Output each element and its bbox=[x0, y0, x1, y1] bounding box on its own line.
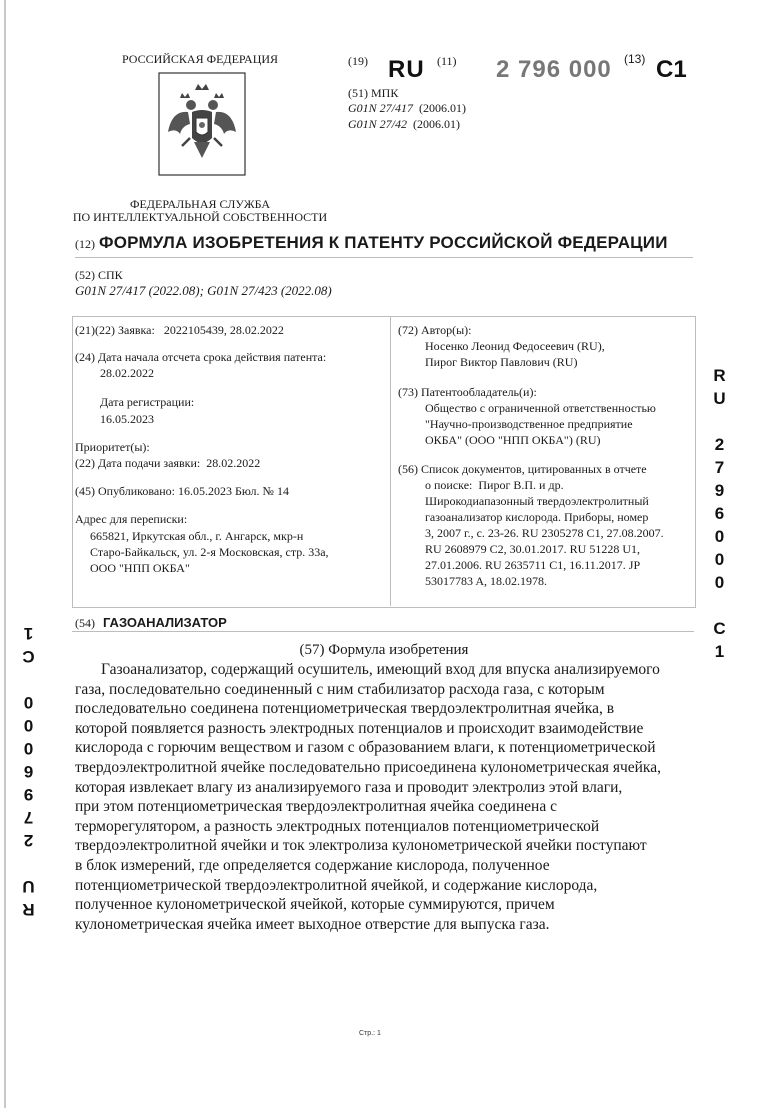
ref-line: Широкодиапазонный твердоэлектролитный bbox=[425, 494, 649, 508]
ref-line: 53017783 A, 18.02.1978. bbox=[425, 574, 548, 588]
invention-divider bbox=[72, 631, 694, 632]
refs-first-line bbox=[425, 478, 564, 492]
country-name: РОССИЙСКАЯ ФЕДЕРАЦИЯ bbox=[121, 52, 279, 66]
claims-line: полученное кулонометрической ячейкой, которые суммируются, причем bbox=[75, 896, 555, 914]
term-label: (24) Дата начала отсчета срока действия патента: bbox=[75, 350, 327, 364]
ipc-date: (2006.01) bbox=[413, 117, 461, 131]
claims-line: которой появляется разность электродных потенциалов и происходит взаимодействие bbox=[75, 719, 644, 737]
ref-line: RU 2608979 C2, 30.01.2017. RU 51228 U1, bbox=[425, 542, 641, 556]
address-line: 665821, Иркутская обл., г. Ангарск, мкр-н bbox=[90, 529, 304, 543]
invention-title bbox=[75, 614, 227, 632]
ref-line: 3, 2007 г., с. 23-26. RU 2305278 C1, 27.08.2007. bbox=[425, 526, 664, 540]
claims-body bbox=[75, 660, 715, 934]
filing-row bbox=[75, 456, 260, 470]
ref-line: Пирог В.П. и др. bbox=[478, 478, 564, 492]
filing-label: (22) Дата подачи заявки: bbox=[75, 456, 201, 470]
claims-heading: (57) Формула изобретения bbox=[299, 642, 469, 658]
page-edge-line bbox=[4, 0, 6, 1108]
doc-title bbox=[75, 233, 668, 253]
side-code-right: RU 2796000 C1 bbox=[710, 366, 729, 665]
owner-label: (73) Патентообладатель(и): bbox=[398, 385, 537, 399]
refs-label: (56) Список документов, цитированных в отчете bbox=[398, 462, 647, 476]
biblio-divider bbox=[390, 316, 391, 606]
claims-line: в блок измерений, где определяется содержание кислорода, полученное bbox=[75, 856, 550, 874]
page-number: Стр.: 1 bbox=[359, 1030, 381, 1037]
reg-value: 16.05.2023 bbox=[100, 412, 154, 426]
published-value: 16.05.2023 Бюл. № 14 bbox=[177, 484, 289, 498]
claims-line: потенциометрической твердоэлектролитной ячейкой, и содержание кислорода, bbox=[75, 876, 598, 894]
coat-of-arms-icon bbox=[158, 72, 246, 176]
term-value: 28.02.2022 bbox=[100, 366, 154, 380]
published-label: (45) Опубликовано: bbox=[75, 484, 175, 498]
owner-line: Общество с ограниченной ответственностью bbox=[425, 401, 656, 415]
owner-line: "Научно-производственное предприятие bbox=[425, 417, 633, 431]
refs-label-suffix: о поиске: bbox=[425, 478, 473, 492]
published-row bbox=[75, 484, 289, 498]
ipc-code: G01N 27/417 bbox=[348, 101, 414, 115]
reg-label: Дата регистрации: bbox=[100, 395, 195, 409]
claims-line: кислорода с горючим веществом и газом с образованием влаги, к потенциометрической bbox=[75, 739, 656, 757]
invention-code: (54) bbox=[75, 616, 95, 630]
claims-line: терморегулятором, а разность электродных потенциалов потенциометрической bbox=[75, 817, 600, 835]
patent-number: 2 796 000 bbox=[496, 56, 612, 83]
ipc-code: G01N 27/42 bbox=[348, 117, 408, 131]
doc-title-code: (12) bbox=[75, 237, 95, 251]
country-code: RU bbox=[388, 56, 425, 83]
author-name: Пирог Виктор Павлович (RU) bbox=[425, 355, 578, 369]
claims-line: кулонометрическая ячейка имеет выходное отверстие для выпуска газа. bbox=[75, 915, 550, 933]
kind-code: C1 bbox=[656, 56, 687, 83]
claims-line: Газоанализатор, содержащий осушитель, имеющий вход для впуска анализируемого bbox=[101, 661, 660, 678]
agency-name-line2: ПО ИНТЕЛЛЕКТУАЛЬНОЙ СОБСТВЕННОСТИ bbox=[72, 210, 328, 224]
cpc-label: (52) СПК bbox=[75, 268, 123, 282]
application-label: (21)(22) Заявка: bbox=[75, 323, 155, 337]
author-name: Носенко Леонид Федосеевич (RU), bbox=[425, 339, 605, 353]
claims-line: при этом потенциометрическая твердоэлектролитная ячейка соединена с bbox=[75, 798, 557, 816]
title-divider bbox=[75, 257, 693, 258]
ipc-entry bbox=[348, 117, 460, 131]
invention-title-text: ГАЗОАНАЛИЗАТОР bbox=[103, 615, 227, 630]
code-11: (11) bbox=[437, 54, 457, 68]
claims-line: твердоэлектролитной ячейке последовательно присоединена кулонометрическая ячейка, bbox=[75, 758, 661, 776]
application-row bbox=[75, 323, 284, 337]
filing-value: 28.02.2022 bbox=[206, 456, 261, 470]
priority-label: Приоритет(ы): bbox=[75, 440, 150, 454]
owner-line: ОКБА" (ООО "НПП ОКБА") (RU) bbox=[425, 433, 601, 447]
code-13: (13) bbox=[624, 52, 646, 66]
cpc-value: G01N 27/417 (2022.08); G01N 27/423 (2022.08) bbox=[75, 283, 332, 298]
doc-title-text: ФОРМУЛА ИЗОБРЕТЕНИЯ К ПАТЕНТУ РОССИЙСКОЙ ФЕДЕРАЦИИ bbox=[99, 233, 668, 252]
address-label: Адрес для переписки: bbox=[75, 512, 188, 526]
ipc-label: (51) МПК bbox=[348, 86, 399, 100]
ipc-date: (2006.01) bbox=[419, 101, 467, 115]
ref-line: газоанализатор кислорода. Приборы, номер bbox=[425, 510, 649, 524]
application-value: 2022105439, 28.02.2022 bbox=[163, 323, 284, 337]
ipc-entry bbox=[348, 101, 466, 115]
claims-line: твердоэлектролитной ячейки и ток электролиза кулонометрической ячейки поступают bbox=[75, 837, 647, 855]
address-line: ООО "НПП ОКБА" bbox=[90, 561, 190, 575]
agency-name-line1: ФЕДЕРАЛЬНАЯ СЛУЖБА bbox=[130, 197, 270, 211]
authors-label: (72) Автор(ы): bbox=[398, 323, 472, 337]
claims-line: газа, последовательно соединенный с ним стабилизатор расхода газа, с которым bbox=[75, 680, 605, 698]
claims-line: которая извлекает влагу из анализируемого газа и проводит электролиз этой влаги, bbox=[75, 778, 623, 796]
claims-line: последовательно соединена потенциометрическая твердоэлектролитная ячейка, в bbox=[75, 700, 615, 718]
ref-line: 27.01.2006. RU 2635711 C1, 16.11.2017. JP bbox=[425, 558, 641, 572]
side-code-left: RU 2796000 C1 bbox=[19, 620, 38, 919]
code-19: (19) bbox=[348, 54, 368, 68]
address-line: Старо-Байкальск, ул. 2-я Московская, стр. 33а, bbox=[90, 545, 329, 559]
